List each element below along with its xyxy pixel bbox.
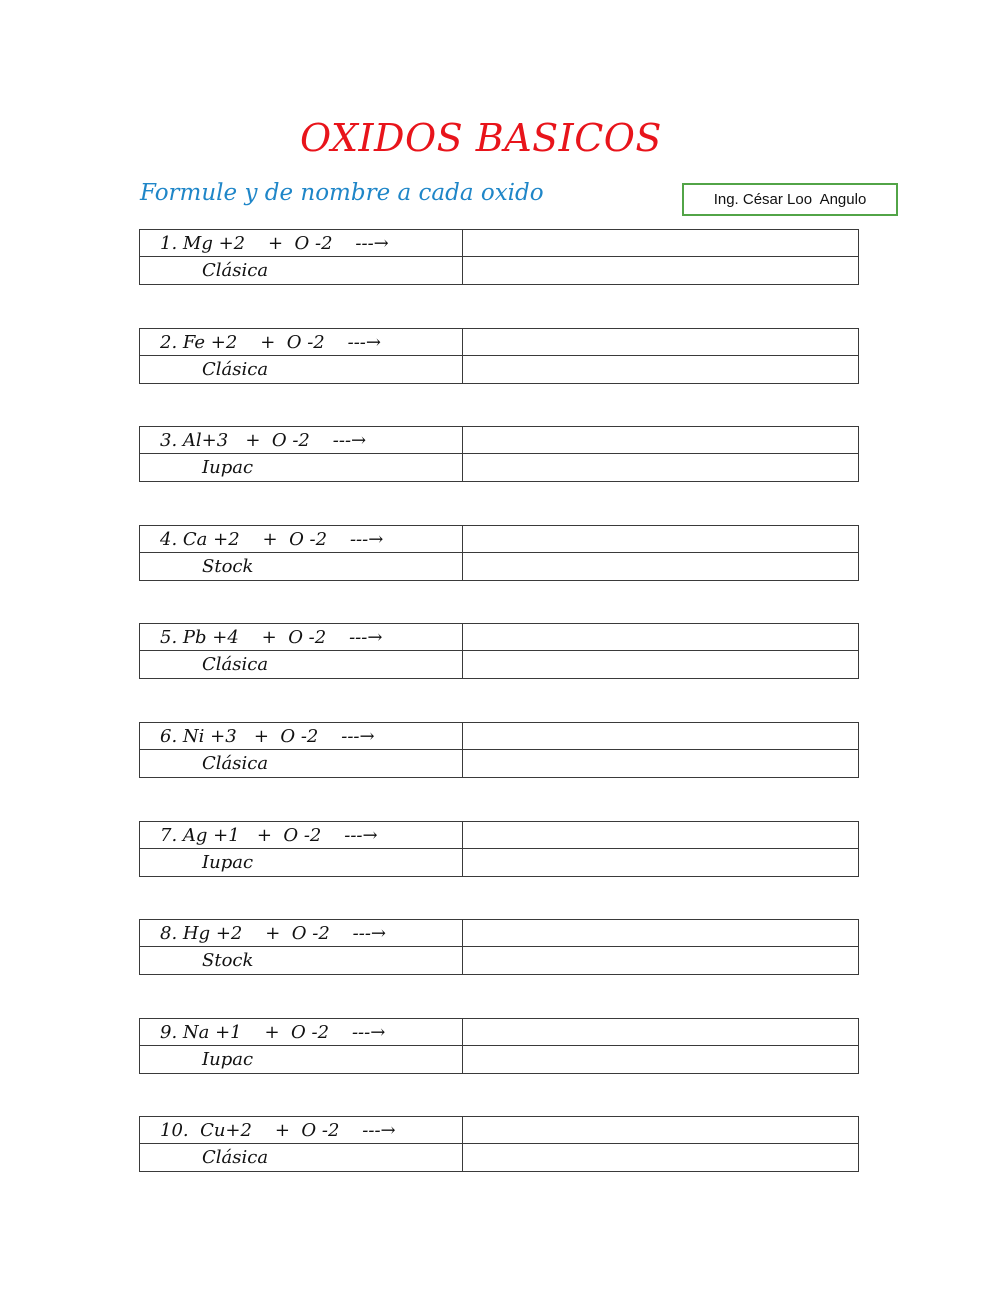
formula-answer-cell[interactable]	[463, 329, 858, 356]
name-answer-input[interactable]	[463, 750, 858, 777]
exercise-nomenclature: Clásica	[140, 356, 463, 383]
formula-answer-cell[interactable]	[463, 822, 858, 849]
exercise-nomenclature: Clásica	[140, 257, 463, 284]
name-answer-input[interactable]	[463, 454, 858, 481]
exercise-equation: 5. Pb +4 + O -2 ---→	[140, 624, 463, 651]
name-answer-input[interactable]	[463, 257, 858, 284]
exercise-nomenclature: Stock	[140, 553, 463, 580]
exercise-equation: 1. Mg +2 + O -2 ---→	[140, 230, 463, 257]
formula-answer-input[interactable]	[463, 427, 858, 453]
formula-answer-input[interactable]	[463, 723, 858, 749]
exercise-equation: 6. Ni +3 + O -2 ---→	[140, 723, 463, 750]
exercise-nomenclature: Stock	[140, 947, 463, 974]
exercise-8	[139, 919, 859, 975]
worksheet-subtitle: Formule y de nombre a cada oxido	[140, 180, 544, 206]
exercise-equation: 8. Hg +2 + O -2 ---→	[140, 920, 463, 947]
exercise-equation: 7. Ag +1 + O -2 ---→	[140, 822, 463, 849]
name-answer-input[interactable]	[463, 553, 858, 580]
exercise-6	[139, 722, 859, 778]
author-box: Ing. César Loo Angulo	[682, 183, 898, 216]
formula-answer-cell[interactable]	[463, 1117, 858, 1144]
exercise-equation: 4. Ca +2 + O -2 ---→	[140, 526, 463, 553]
exercise-nomenclature: Clásica	[140, 1144, 463, 1171]
formula-answer-input[interactable]	[463, 920, 858, 946]
formula-answer-input[interactable]	[463, 624, 858, 650]
formula-answer-cell[interactable]	[463, 624, 858, 651]
name-answer-cell[interactable]	[463, 651, 858, 678]
exercise-3	[139, 426, 859, 482]
formula-answer-input[interactable]	[463, 329, 858, 355]
name-answer-input[interactable]	[463, 1144, 858, 1171]
exercise-equation: 3. Al+3 + O -2 ---→	[140, 427, 463, 454]
exercise-nomenclature: Iupac	[140, 454, 463, 481]
exercise-9	[139, 1018, 859, 1074]
name-answer-cell[interactable]	[463, 1046, 858, 1073]
exercise-7	[139, 821, 859, 877]
exercise-nomenclature: Clásica	[140, 750, 463, 777]
exercise-equation: 9. Na +1 + O -2 ---→	[140, 1019, 463, 1046]
formula-answer-input[interactable]	[463, 1019, 858, 1045]
name-answer-cell[interactable]	[463, 849, 858, 876]
exercise-nomenclature: Clásica	[140, 651, 463, 678]
name-answer-cell[interactable]	[463, 750, 858, 777]
formula-answer-cell[interactable]	[463, 526, 858, 553]
exercise-1	[139, 229, 859, 285]
exercise-nomenclature: Iupac	[140, 1046, 463, 1073]
formula-answer-cell[interactable]	[463, 723, 858, 750]
name-answer-cell[interactable]	[463, 1144, 858, 1171]
name-answer-input[interactable]	[463, 849, 858, 876]
formula-answer-input[interactable]	[463, 230, 858, 256]
exercise-equation: 10. Cu+2 + O -2 ---→	[140, 1117, 463, 1144]
exercise-nomenclature: Iupac	[140, 849, 463, 876]
name-answer-cell[interactable]	[463, 454, 858, 481]
name-answer-cell[interactable]	[463, 947, 858, 974]
formula-answer-input[interactable]	[463, 1117, 858, 1143]
formula-answer-input[interactable]	[463, 822, 858, 848]
name-answer-input[interactable]	[463, 947, 858, 974]
name-answer-input[interactable]	[463, 651, 858, 678]
formula-answer-input[interactable]	[463, 526, 858, 552]
name-answer-input[interactable]	[463, 356, 858, 383]
exercise-4	[139, 525, 859, 581]
exercise-5	[139, 623, 859, 679]
exercise-equation: 2. Fe +2 + O -2 ---→	[140, 329, 463, 356]
name-answer-cell[interactable]	[463, 257, 858, 284]
name-answer-input[interactable]	[463, 1046, 858, 1073]
formula-answer-cell[interactable]	[463, 230, 858, 257]
formula-answer-cell[interactable]	[463, 427, 858, 454]
name-answer-cell[interactable]	[463, 553, 858, 580]
worksheet-title: OXIDOS BASICOS	[300, 116, 662, 160]
name-answer-cell[interactable]	[463, 356, 858, 383]
exercise-2	[139, 328, 859, 384]
formula-answer-cell[interactable]	[463, 1019, 858, 1046]
formula-answer-cell[interactable]	[463, 920, 858, 947]
exercise-10	[139, 1116, 859, 1172]
